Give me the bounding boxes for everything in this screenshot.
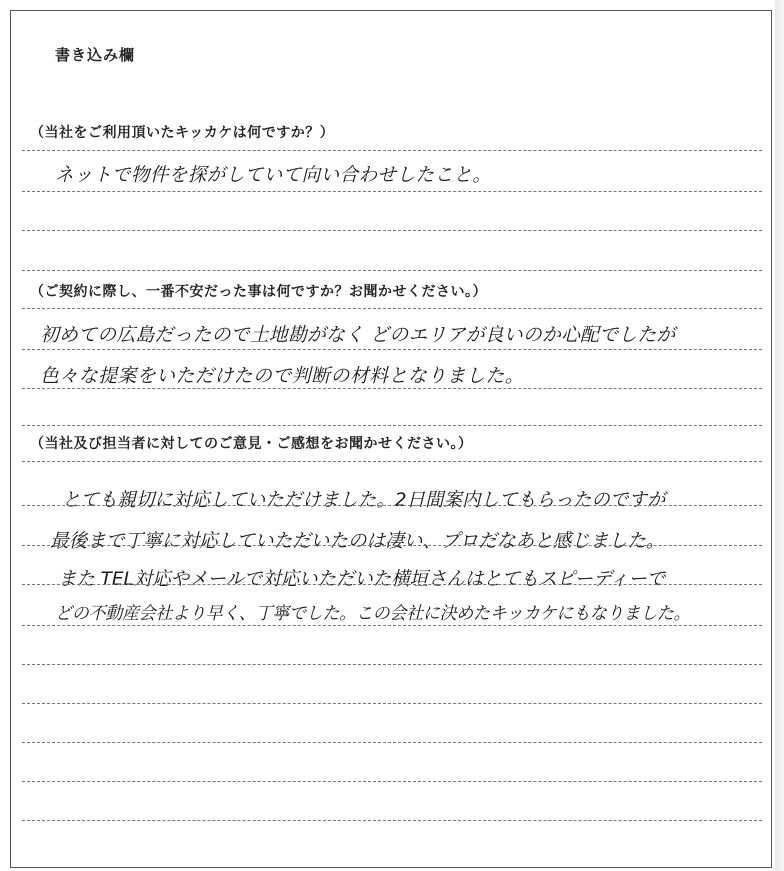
answer-rule <box>22 505 762 506</box>
answer-rule <box>22 742 762 743</box>
answer-rule <box>22 625 762 626</box>
answer-rule <box>22 820 762 821</box>
answer-rule <box>22 349 762 350</box>
answer-2-line-2: 色々な提案をいただけたので判断の材料となりました。 <box>40 365 525 387</box>
answer-3-line-4: どの不動産会社より早く、丁寧でした。この会社に決めたキッカケにもなりました。 <box>55 604 691 624</box>
question-3-label: （当社及び担当者に対してのご意見・ご感想をお聞かせください。） <box>30 436 473 452</box>
answer-rule <box>22 781 762 782</box>
answer-rule <box>22 150 762 151</box>
answer-3-line-1: とても親切に対応していただけました。2日間案内してもらったのですが <box>62 489 666 511</box>
answer-rule <box>22 545 762 546</box>
question-1-label: （当社をご利用頂いたキッカケは何ですか？） <box>30 125 335 141</box>
answer-rule <box>22 191 762 192</box>
question-2-label: （ご契約に際し、一番不安だった事は何ですか？お聞かせください。） <box>30 284 487 300</box>
answer-rule <box>22 584 762 585</box>
scan-edge <box>775 0 784 871</box>
answer-3-line-2: 最後まで丁寧に対応していただいたのは凄い、プロだなあと感じました。 <box>50 530 665 552</box>
answer-rule <box>22 425 762 426</box>
answer-rule <box>22 703 762 704</box>
answer-1-line-1: ネットで物件を探がしていて向い合わせしたこと。 <box>55 164 492 186</box>
answer-2-line-1: 初めての広島だったので土地勘がなく どのエリアが良いのか心配でしたが <box>40 324 676 346</box>
answer-rule <box>22 461 762 462</box>
answer-rule <box>22 308 762 309</box>
answer-rule <box>22 388 762 389</box>
answer-rule <box>22 230 762 231</box>
answer-3-line-3: また TEL対応やメールで対応いただいた横垣さんはとてもスピーディーで <box>58 568 666 590</box>
answer-rule <box>22 270 762 271</box>
answer-rule <box>22 664 762 665</box>
form-title: 書き込み欄 <box>55 46 136 64</box>
